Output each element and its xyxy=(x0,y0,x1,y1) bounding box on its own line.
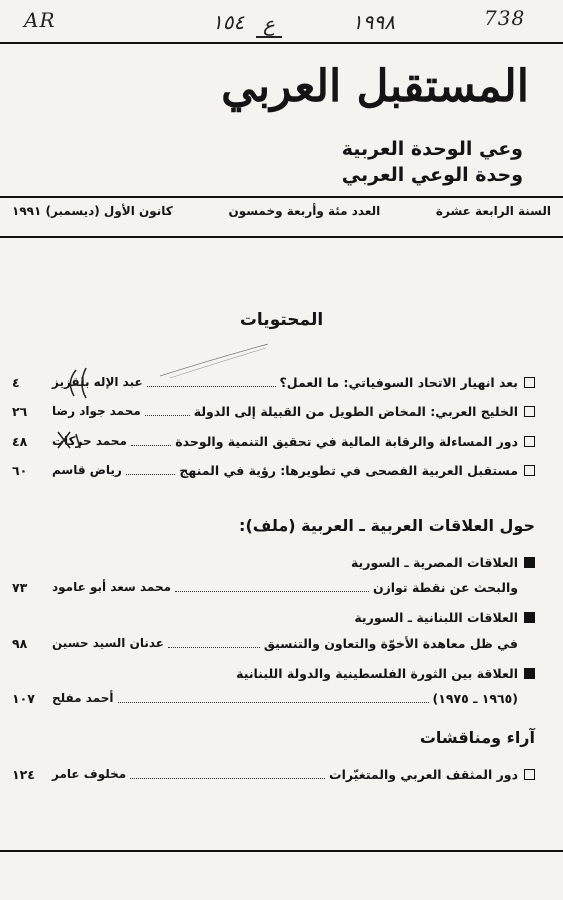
contents-title: المحتويات xyxy=(239,310,324,330)
dossier-title: العلاقات اللبنانية ـ السورية xyxy=(354,609,518,625)
handwritten-note-ain: ع xyxy=(256,12,282,38)
leader-dots xyxy=(126,474,176,475)
issue-number: العدد مئة وأربعة وخمسون xyxy=(228,204,381,218)
dossier-item-line1 xyxy=(12,606,535,628)
leader-dots xyxy=(175,591,369,592)
pen-marks xyxy=(6,362,106,462)
entry-title: دور المساءلة والرقابة المالية في تحقيق التنمية والوحدة xyxy=(175,433,518,449)
entry-title: مستقبل العربية الفصحى في تطويرها: رؤية في المنهج xyxy=(179,462,518,478)
issue-rule-top xyxy=(0,196,563,198)
entry-page: ٤ xyxy=(12,374,20,390)
handwritten-note-738: 738 xyxy=(484,6,526,30)
entry-author: محمد سعد أبو عامود xyxy=(52,580,172,594)
entry-author: مخلوف عامر xyxy=(52,767,127,781)
tagline-line-1: وعي الوحدة العربية xyxy=(341,138,523,160)
leader-dots xyxy=(168,647,260,648)
entry-page: ٩٨ xyxy=(12,635,28,651)
entry-title: بعد انهيار الاتحاد السوفياتي: ما العمل؟ xyxy=(279,374,518,390)
handwritten-note-year: ١٩٩٨ xyxy=(352,10,395,34)
dossier-item-line2 xyxy=(12,687,535,709)
leader-dots xyxy=(130,778,325,779)
checkbox-icon xyxy=(524,436,535,447)
dossier-subtitle: (١٩٦٥ ـ ١٩٧٥) xyxy=(432,690,518,706)
checkbox-icon xyxy=(524,465,535,476)
leader-dots xyxy=(145,415,190,416)
checkbox-icon xyxy=(524,406,535,417)
entry-title: الخليج العربي: المخاض الطويل من القبيلة إلى الدولة xyxy=(193,403,518,419)
entry-page: ٦٠ xyxy=(12,462,28,478)
dossier-heading: حول العلاقات العربية ـ العربية (ملف): xyxy=(239,516,535,535)
leader-dots xyxy=(131,445,171,446)
entry-author: محمد حركات xyxy=(52,434,127,448)
tagline-line-2: وحدة الوعي العربي xyxy=(341,164,523,186)
dossier-item-line1 xyxy=(12,662,535,684)
bullet-square-icon xyxy=(524,668,535,679)
contents-entry xyxy=(12,459,535,481)
dossier-item-line2 xyxy=(12,576,535,598)
issue-year: السنة الرابعة عشرة xyxy=(435,204,551,218)
dossier-subtitle: في ظل معاهدة الأخوّة والتعاون والتنسيق xyxy=(263,635,518,651)
bullet-square-icon xyxy=(524,557,535,568)
leader-dots xyxy=(147,386,276,387)
entry-author: محمد جواد رضا xyxy=(52,404,141,418)
handwritten-note-number: ١٥٤ xyxy=(212,10,245,34)
handwritten-note-ar: AR xyxy=(24,8,56,32)
opinions-entry xyxy=(12,763,535,785)
entry-page: ٧٣ xyxy=(12,579,28,595)
entry-author: أحمد مفلح xyxy=(52,691,114,705)
entry-page: ١٠٧ xyxy=(12,690,35,706)
top-rule xyxy=(0,42,563,44)
magazine-logo: المستقبل العربي xyxy=(221,61,529,112)
entry-author: عبد الإله بلقزيز xyxy=(52,375,143,389)
dossier-title: العلاقة بين الثورة الفلسطينية والدولة اللبنانية xyxy=(236,665,518,681)
dossier-title: العلاقات المصرية ـ السورية xyxy=(350,554,518,570)
bottom-rule xyxy=(0,850,563,852)
issue-date: كانون الأول (ديسمبر) ١٩٩١ xyxy=(12,204,173,218)
issue-info xyxy=(12,204,551,218)
entry-page: ٤٨ xyxy=(12,433,28,449)
issue-rule-bottom xyxy=(0,236,563,238)
entry-page: ١٢٤ xyxy=(12,766,35,782)
pencil-stroke xyxy=(160,340,270,380)
dossier-subtitle: والبحث عن نقطة توازن xyxy=(372,579,518,595)
checkbox-icon xyxy=(524,769,535,780)
opinions-heading: آراء ومناقشات xyxy=(419,728,535,747)
dossier-item-line1 xyxy=(12,551,535,573)
entry-author: رياض قاسم xyxy=(52,463,122,477)
checkbox-icon xyxy=(524,377,535,388)
entry-page: ٢٦ xyxy=(12,403,28,419)
leader-dots xyxy=(118,702,429,703)
entry-title: دور المثقف العربي والمتغيّرات xyxy=(329,766,518,782)
entry-author: عدنان السيد حسين xyxy=(52,636,164,650)
bullet-square-icon xyxy=(524,612,535,623)
dossier-item-line2 xyxy=(12,632,535,654)
